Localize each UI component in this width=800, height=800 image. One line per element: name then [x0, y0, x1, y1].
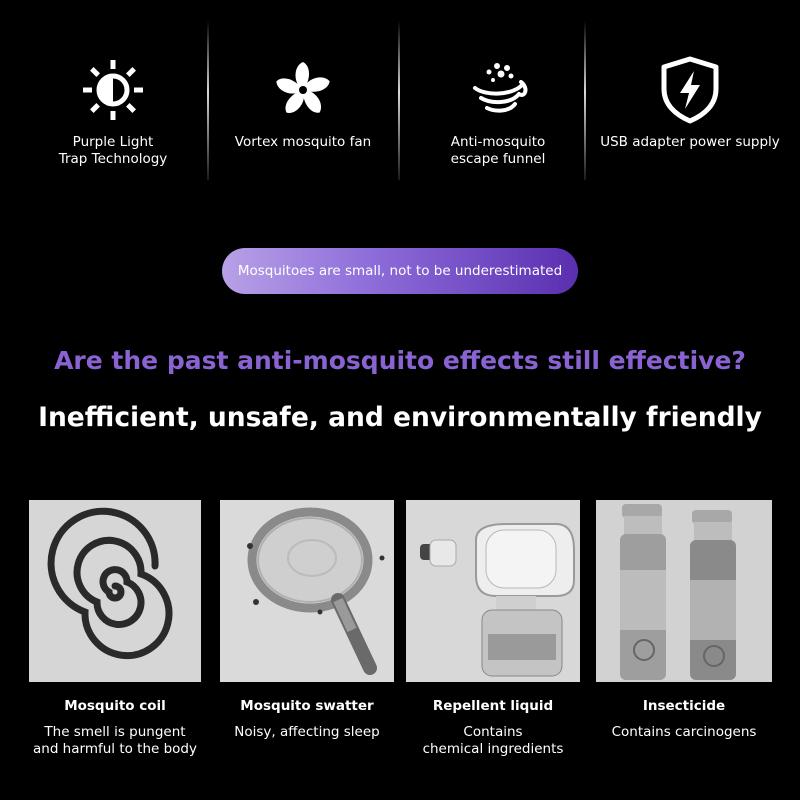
divider [584, 20, 586, 180]
method-repellent-liquid [400, 500, 586, 758]
method-name: Repellent liquid [432, 698, 554, 714]
method-mosquito-coil [22, 500, 208, 758]
vortex-funnel-icon [458, 50, 538, 130]
fan-icon [263, 50, 343, 130]
method-description: Contains carcinogens [611, 724, 757, 740]
divider [207, 20, 209, 180]
feature-label: USB adapter power supply [600, 134, 780, 150]
method-mosquito-swatter [214, 500, 400, 741]
feature-escape-funnel [405, 0, 591, 200]
feature-usb-power [590, 0, 790, 200]
feature-label: Purple Light Trap Technology [58, 134, 168, 167]
feature-label: Anti-mosquito escape funnel [450, 134, 546, 167]
feature-vortex-fan [210, 0, 396, 200]
method-insecticide [586, 500, 782, 741]
mosquito-swatter-image [220, 500, 394, 682]
lightning-shield-icon [650, 50, 730, 130]
sun-icon [73, 50, 153, 130]
method-name: Mosquito coil [64, 698, 166, 714]
mosquito-coil-image [29, 500, 201, 682]
method-description: Contains chemical ingredients [422, 724, 564, 757]
feature-row [0, 0, 800, 200]
headline-statement: Inefficient, unsafe, and environmentally friendly [38, 402, 762, 433]
banner-pill: Mosquitoes are small, not to be underestimated [222, 248, 578, 294]
repellent-liquid-image [406, 500, 580, 682]
feature-label: Vortex mosquito fan [234, 134, 372, 150]
method-description: The smell is pungent and harmful to the body [32, 724, 197, 757]
insecticide-image [596, 500, 772, 682]
divider [398, 20, 400, 180]
method-description: Noisy, affecting sleep [234, 724, 380, 740]
method-name: Mosquito swatter [240, 698, 374, 714]
feature-purple-light [20, 0, 206, 200]
method-name: Insecticide [642, 698, 726, 714]
headline-question: Are the past anti-mosquito effects still effective? [54, 346, 746, 375]
